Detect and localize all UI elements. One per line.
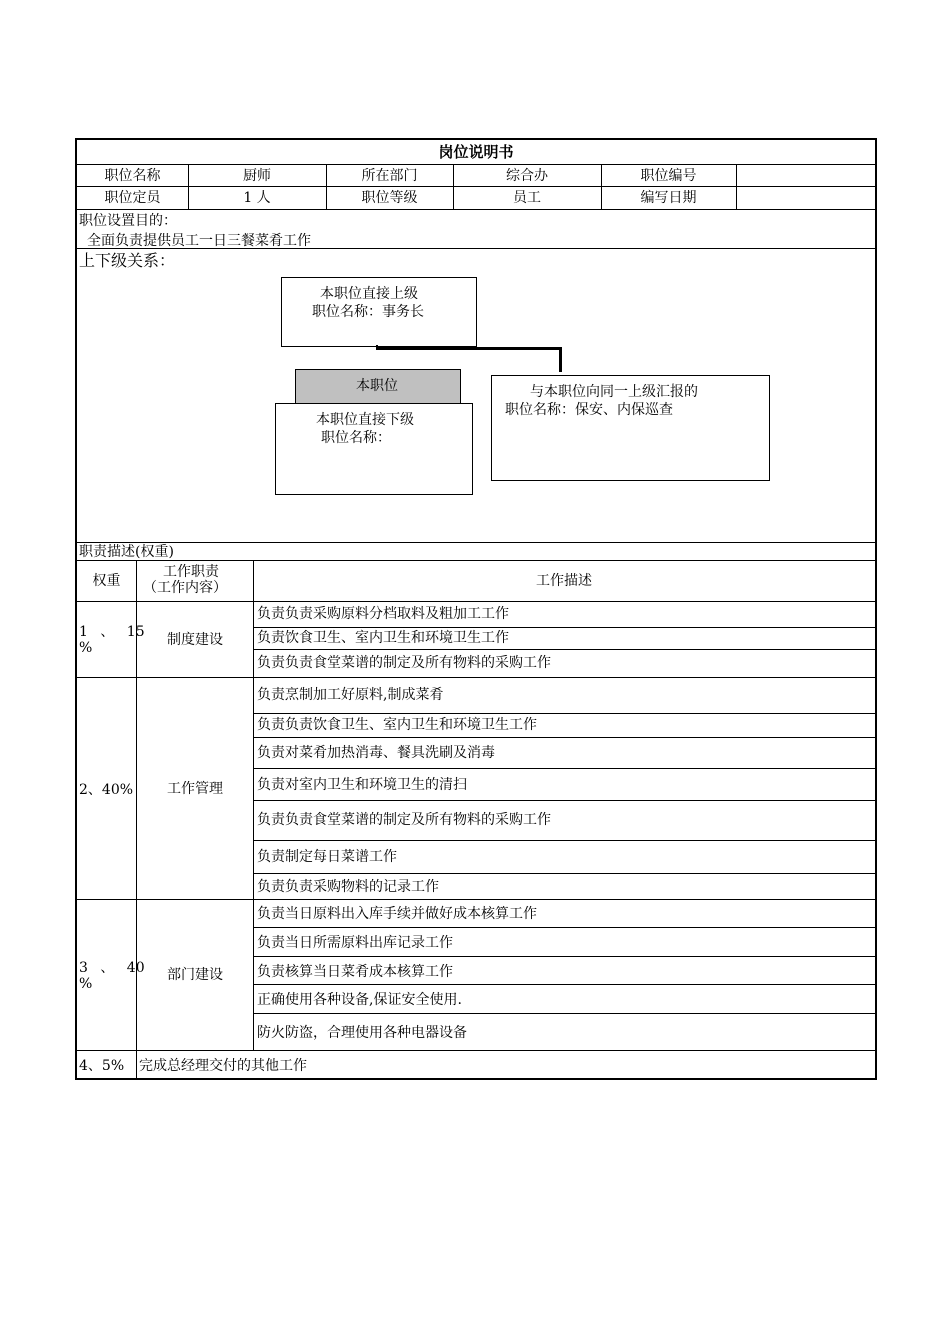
info-label-department: 所在部门 (361, 167, 418, 184)
purpose-text: 全面负责提供员工一日三餐菜肴工作 (87, 233, 311, 249)
header-description: 工作描述 (536, 573, 592, 589)
header-duty-line-2: （工作内容） (143, 580, 227, 596)
self-position-box (295, 369, 461, 406)
header-duty-line-1: 工作职责 (163, 564, 219, 580)
group-1-weight: 1 、 15 (79, 624, 145, 640)
divider (253, 873, 875, 874)
subordinate-box (275, 403, 473, 495)
info-label-position-name: 职位名称 (104, 167, 161, 184)
group-3-item-2: 负责当日所需原料出库记录工作 (257, 935, 453, 951)
group-2-item-4: 负责对室内卫生和环境卫生的清扫 (257, 777, 467, 793)
peer-line-1: 与本职位向同一上级汇报的 (530, 384, 698, 400)
connector-line (376, 347, 561, 350)
peer-box (491, 375, 770, 481)
group-3-item-3: 负责核算当日菜肴成本核算工作 (257, 964, 453, 980)
divider (77, 542, 875, 543)
info-label-level: 职位等级 (361, 190, 418, 206)
group-2-item-5: 负责负责食堂菜谱的制定及所有物料的采购工作 (257, 812, 551, 828)
group-3-item-5: 防火防盗，合理使用各种电器设备 (257, 1025, 467, 1041)
divider (253, 956, 875, 957)
group-1-item-1: 负责负责采购原料分档取料及粗加工工作 (257, 606, 509, 622)
subordinate-line-2: 职位名称： (321, 430, 391, 446)
group-1-item-3: 负责负责食堂菜谱的制定及所有物料的采购工作 (257, 655, 551, 671)
info-value-department: 综合办 (506, 167, 548, 184)
info-label-headcount: 职位定员 (104, 190, 161, 206)
info-label-date: 编写日期 (640, 190, 697, 206)
divider (77, 209, 875, 210)
last-weight: 4、5% (79, 1058, 125, 1074)
divider (77, 1050, 875, 1051)
divider (253, 800, 875, 801)
connector-line (559, 347, 562, 372)
group-3-weight: 3 、 40 (79, 960, 145, 976)
divider (253, 1013, 875, 1014)
group-2-weight: 2、40% (79, 782, 134, 798)
last-text: 完成总经理交付的其他工作 (139, 1058, 307, 1074)
group-1-duty: 制度建设 (167, 631, 223, 648)
peer-line-2: 职位名称：保安、内保巡查 (505, 402, 673, 418)
info-value-position-name: 厨师 (243, 167, 271, 184)
self-position-label: 本职位 (356, 377, 398, 394)
divider (253, 737, 875, 738)
group-2-item-6: 负责制定每日菜谱工作 (257, 849, 397, 865)
group-2-item-2: 负责负责饮食卫生、室内卫生和环境卫生工作 (257, 717, 537, 733)
job-description-sheet (75, 138, 877, 1080)
info-value-position-number (736, 165, 875, 186)
divider (253, 927, 875, 928)
superior-box (281, 277, 477, 347)
subordinate-line-1: 本职位直接下级 (316, 412, 414, 428)
purpose-label: 职位设置目的： (79, 213, 177, 229)
divider (253, 984, 875, 985)
superior-line-2: 职位名称：事务长 (312, 304, 424, 320)
group-2-item-7: 负责负责采购物料的记录工作 (257, 879, 439, 895)
divider (253, 649, 875, 650)
group-1-item-2: 负责饮食卫生、室内卫生和环境卫生工作 (257, 630, 509, 646)
divider (253, 768, 875, 769)
divider (253, 713, 875, 714)
relation-label: 上下级关系： (79, 251, 176, 270)
divider (253, 560, 254, 1050)
info-value-level: 员工 (513, 190, 541, 206)
info-value-headcount: 1 人 (243, 190, 271, 206)
superior-line-1: 本职位直接上级 (320, 286, 418, 302)
divider (77, 248, 875, 249)
group-2-item-3: 负责对菜肴加热消毒、餐具洗刷及消毒 (257, 745, 495, 761)
group-3-item-1: 负责当日原料出入库手续并做好成本核算工作 (257, 906, 537, 922)
group-3-duty: 部门建设 (167, 967, 223, 983)
info-value-date (736, 187, 875, 209)
group-1-weight-unit: % (79, 640, 93, 656)
group-3-item-4: 正确使用各种设备,保证安全使用. (257, 992, 462, 1008)
header-weight: 权重 (92, 573, 121, 589)
duties-label: 职责描述(权重) (79, 544, 174, 560)
group-2-duty: 工作管理 (167, 780, 223, 797)
group-2-item-1: 负责烹制加工好原料,制成菜肴 (257, 687, 444, 703)
divider (253, 840, 875, 841)
divider (253, 627, 875, 628)
info-label-position-number: 职位编号 (640, 167, 697, 184)
group-3-weight-unit: % (79, 976, 93, 992)
page-title: 岗位说明书 (438, 143, 514, 161)
